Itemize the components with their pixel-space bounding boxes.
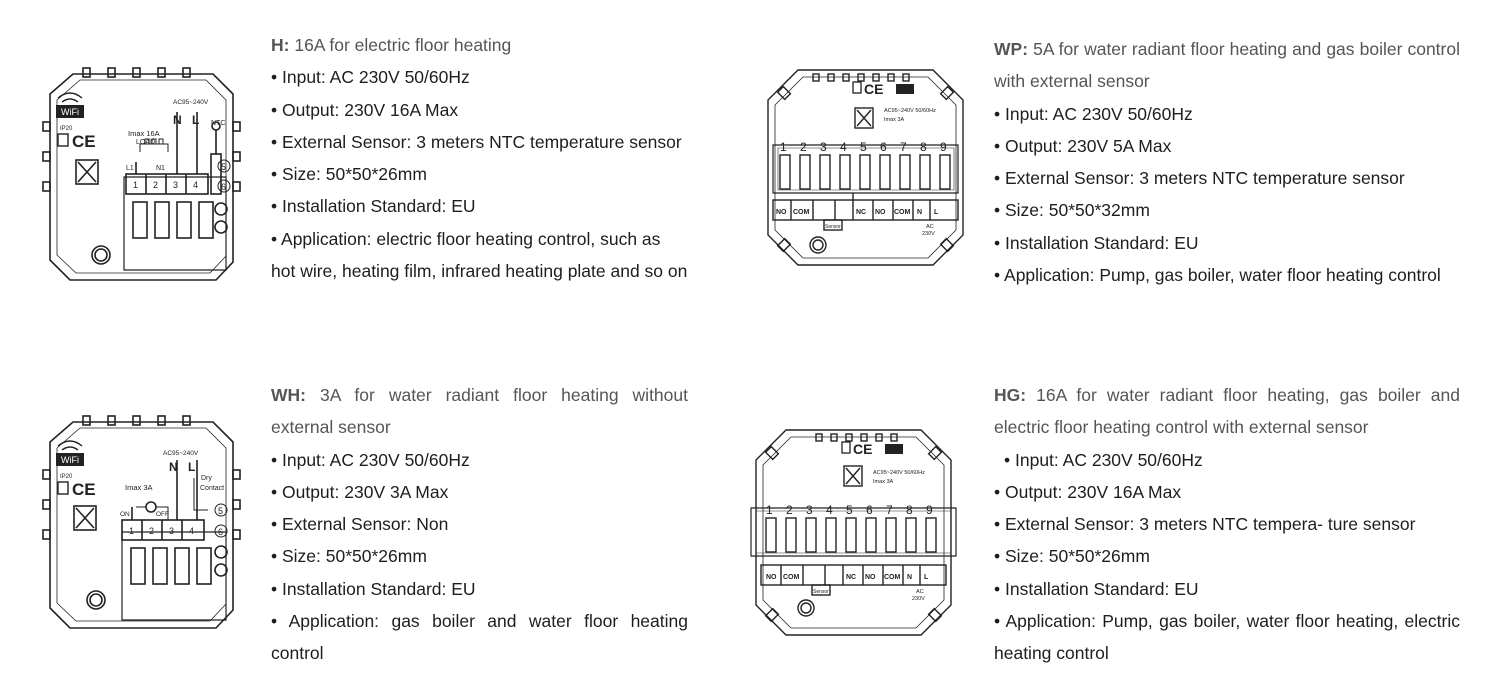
svg-text:2: 2 — [153, 180, 159, 190]
svg-text:6: 6 — [221, 182, 227, 192]
svg-text:N: N — [917, 209, 923, 216]
svg-text:1: 1 — [780, 140, 787, 154]
svg-text:8: 8 — [920, 140, 927, 154]
h-wiring-diagram — [38, 62, 248, 292]
wh-spec-sensor: • External Sensor: Non — [271, 514, 449, 535]
wh-spec-output: • Output: 230V 3A Max — [271, 481, 449, 502]
h-spec-sensor: • External Sensor: 3 meters NTC temperature sensor — [271, 131, 682, 152]
svg-text:L: L — [192, 113, 200, 127]
svg-text:7: 7 — [886, 503, 893, 517]
wh-wiring-diagram — [38, 410, 248, 640]
svg-text:3: 3 — [169, 526, 175, 536]
svg-text:5: 5 — [221, 162, 227, 172]
svg-text:230V: 230V — [912, 596, 925, 602]
ce-mark: CE — [72, 132, 96, 151]
wp-spec-input: • Input: AC 230V 50/60Hz — [994, 103, 1193, 124]
svg-text:230V: 230V — [922, 231, 935, 237]
wp-spec-size: • Size: 50*50*32mm — [994, 200, 1150, 221]
svg-text:Contact: Contact — [200, 485, 225, 492]
svg-text:COM: COM — [894, 209, 911, 216]
svg-text:1: 1 — [129, 526, 135, 536]
h-spec-application: • Application: electric floor heating control, such as hot wire, heating film, infrared heating plate and so on — [271, 228, 688, 282]
svg-text:L: L — [934, 209, 939, 216]
svg-text:N1: N1 — [156, 165, 165, 172]
wifi-badge: WiFi — [61, 107, 79, 117]
hg-spec-block — [994, 379, 1460, 670]
svg-text:6: 6 — [218, 527, 224, 537]
svg-text:L: L — [924, 574, 929, 581]
svg-text:5: 5 — [846, 503, 853, 517]
wp-title: 5A for water radiant floor heating and gas boiler control with external sensor — [994, 39, 1460, 92]
svg-text:2: 2 — [800, 140, 807, 154]
svg-text:Imax 3A: Imax 3A — [884, 117, 905, 123]
wp-title-line — [994, 33, 1460, 98]
svg-text:NC: NC — [856, 209, 867, 216]
svg-text:IP20: IP20 — [60, 474, 73, 480]
wh-spec-input: • Input: AC 230V 50/60Hz — [271, 449, 470, 470]
svg-text:3: 3 — [806, 503, 813, 517]
svg-text:AC95~240V: AC95~240V — [163, 450, 199, 457]
svg-text:NTC: NTC — [211, 120, 226, 127]
svg-text:N: N — [169, 460, 178, 474]
svg-text:Imax 16A: Imax 16A — [128, 129, 160, 138]
svg-text:1: 1 — [133, 180, 139, 190]
svg-text:4: 4 — [189, 526, 195, 536]
wh-spec-standard: • Installation Standard: EU — [271, 578, 476, 599]
hg-code: HG: — [994, 385, 1027, 405]
wp-wiring-diagram — [758, 60, 973, 275]
svg-text:L: L — [188, 460, 196, 474]
wp-spec-output: • Output: 230V 5A Max — [994, 135, 1172, 156]
h-title-line — [271, 29, 688, 61]
svg-text:Sensor: Sensor — [813, 589, 829, 595]
svg-text:6: 6 — [866, 503, 873, 517]
hg-spec-size: • Size: 50*50*26mm — [994, 546, 1150, 567]
wifi-badge: WiFi — [61, 455, 79, 465]
svg-text:AC: AC — [926, 224, 934, 230]
svg-text:NO: NO — [875, 209, 886, 216]
svg-text:CE: CE — [853, 441, 873, 457]
svg-text:3: 3 — [173, 180, 179, 190]
hg-spec-standard: • Installation Standard: EU — [994, 578, 1199, 599]
svg-text:AC: AC — [916, 589, 924, 595]
wp-spec-sensor: • External Sensor: 3 meters NTC temperature sensor — [994, 168, 1405, 189]
svg-text:N: N — [173, 113, 182, 127]
svg-text:NO: NO — [865, 574, 876, 581]
hg-spec-input: • Input: AC 230V 50/60Hz — [1004, 449, 1203, 470]
svg-text:COM: COM — [793, 209, 810, 216]
wh-title: 3A for water radiant floor heating without external sensor — [271, 385, 688, 438]
svg-text:Imax 3A: Imax 3A — [873, 479, 894, 485]
svg-text:NO: NO — [766, 574, 777, 581]
svg-text:AC95~240V 50/60Hz: AC95~240V 50/60Hz — [884, 108, 936, 114]
svg-text:NC: NC — [846, 574, 857, 581]
svg-text:4: 4 — [193, 180, 199, 190]
svg-text:9: 9 — [926, 503, 933, 517]
hg-spec-sensor: • External Sensor: 3 meters NTC tempera- ture sensor — [994, 514, 1416, 535]
hg-spec-application: • Application: Pump, gas boiler, water floor heating, electric heating control — [994, 611, 1460, 664]
svg-text:8: 8 — [906, 503, 913, 517]
svg-text:7: 7 — [900, 140, 907, 154]
svg-text:5: 5 — [860, 140, 867, 154]
hg-title: 16A for water radiant floor heating, gas boiler and electric floor heating control with external sensor — [994, 385, 1460, 438]
svg-text:4: 4 — [826, 503, 833, 517]
svg-text:6: 6 — [880, 140, 887, 154]
wh-spec-size: • Size: 50*50*26mm — [271, 546, 427, 567]
svg-text:Sensor: Sensor — [825, 224, 841, 230]
svg-text:4: 4 — [840, 140, 847, 154]
svg-text:COM: COM — [783, 574, 800, 581]
ce-mark: CE — [72, 480, 96, 499]
svg-text:5: 5 — [218, 506, 224, 516]
svg-text:CE: CE — [864, 81, 884, 97]
svg-text:COM: COM — [884, 574, 901, 581]
wp-spec-block — [994, 33, 1460, 291]
wp-spec-standard: • Installation Standard: EU — [994, 232, 1199, 253]
wh-spec-block — [271, 379, 688, 670]
svg-text:AC95~240V: AC95~240V — [173, 99, 209, 106]
wh-code: WH: — [271, 385, 306, 405]
h-spec-output: • Output: 230V 16A Max — [271, 99, 459, 120]
hg-title-line — [994, 379, 1460, 444]
wh-spec-application: • Application: gas boiler and water floor heating control — [271, 611, 688, 664]
svg-text:Dry: Dry — [201, 475, 212, 482]
svg-text:1: 1 — [766, 503, 773, 517]
h-spec-size: • Size: 50*50*26mm — [271, 164, 427, 185]
h-spec-standard: • Installation Standard: EU — [271, 196, 476, 217]
svg-text:OFF: OFF — [156, 511, 169, 518]
svg-text:3: 3 — [820, 140, 827, 154]
h-spec-block — [271, 29, 688, 287]
hg-spec-output: • Output: 230V 16A Max — [994, 481, 1182, 502]
svg-text:ON: ON — [120, 511, 130, 518]
svg-text:IP20: IP20 — [60, 126, 73, 132]
wp-code: WP: — [994, 39, 1029, 59]
svg-text:NO: NO — [776, 209, 787, 216]
h-spec-input: • Input: AC 230V 50/60Hz — [271, 67, 470, 88]
svg-text:2: 2 — [149, 526, 155, 536]
svg-text:LOAD: LOAD — [136, 139, 156, 146]
h-code: H: — [271, 35, 290, 55]
svg-text:9: 9 — [940, 140, 947, 154]
wh-title-line — [271, 379, 688, 444]
svg-text:2: 2 — [786, 503, 793, 517]
svg-text:Imax 3A: Imax 3A — [125, 483, 153, 492]
svg-text:L1: L1 — [126, 165, 134, 172]
h-title: 16A for electric floor heating — [294, 35, 512, 55]
svg-text:N: N — [907, 574, 913, 581]
wp-spec-application: • Application: Pump, gas boiler, water floor heating control — [994, 265, 1441, 286]
svg-text:AC95~240V 50/60Hz: AC95~240V 50/60Hz — [873, 470, 925, 476]
hg-wiring-diagram — [746, 420, 961, 645]
